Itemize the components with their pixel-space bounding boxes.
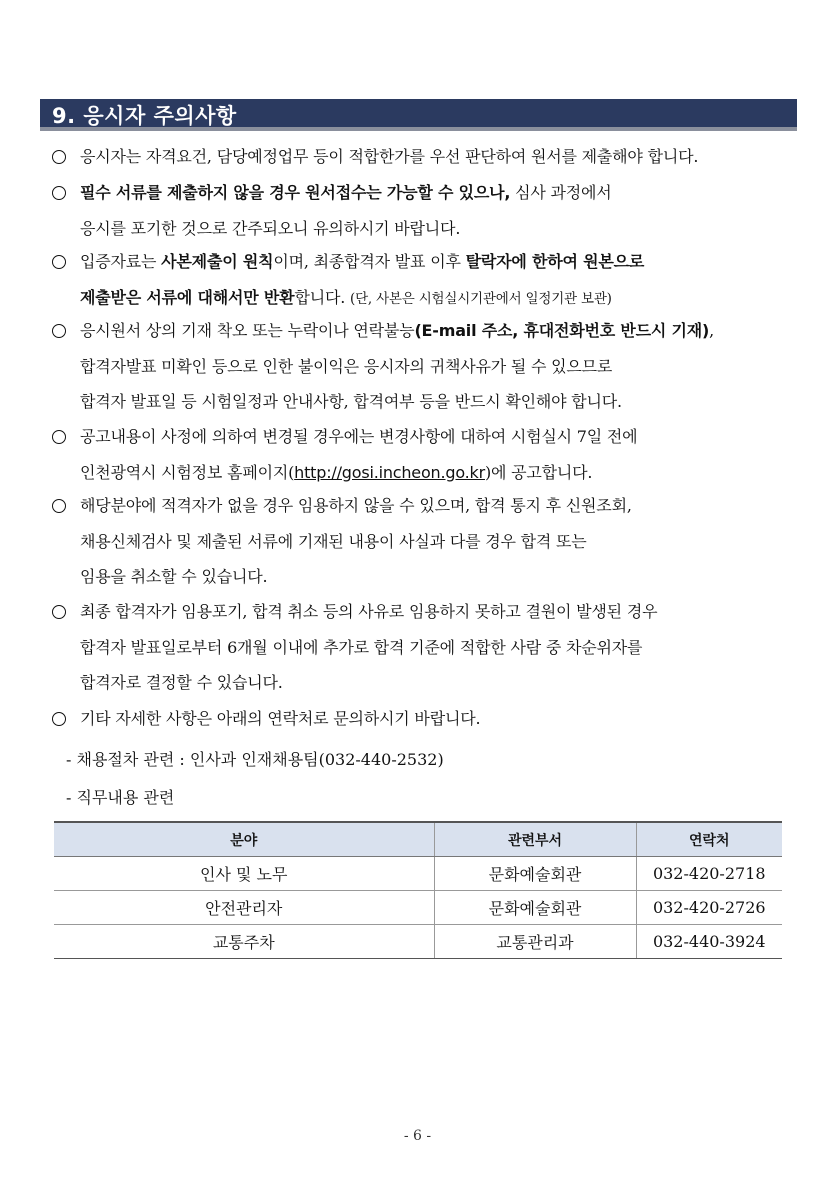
notice-text: 응시원서 상의 기재 착오 또는 누락이나 연락불능 xyxy=(80,321,415,340)
notice-line xyxy=(80,356,800,378)
notice-line xyxy=(80,672,800,694)
cell-phone: 032-420-2726 xyxy=(636,891,782,925)
notice-line xyxy=(80,566,800,588)
bullet-circle-icon xyxy=(52,324,66,338)
notice-line xyxy=(80,462,800,484)
notice-line xyxy=(80,426,800,448)
notice-text: (단, 사본은 시험실시기관에서 일정기관 보관) xyxy=(350,290,612,307)
notice-text: 합격자 발표일로부터 6개월 이내에 추가로 합격 기준에 적합한 사람 중 차순위자를 xyxy=(80,637,643,657)
page-number: - 6 - xyxy=(403,1128,432,1144)
notice-line xyxy=(80,251,800,273)
notice-text: 이며, 최종합격자 발표 이후 xyxy=(273,252,466,271)
notice-line xyxy=(80,495,800,517)
table-row xyxy=(54,891,782,925)
notice-text: 공고내용이 사정에 의하여 변경될 경우에는 변경사항에 대하여 시험실시 7일 전에 xyxy=(80,427,638,446)
notice-text: 입증자료는 xyxy=(80,252,162,271)
bullet-circle-icon xyxy=(52,430,66,444)
notice-text: 탈락자에 한하여 원본으로 xyxy=(465,252,645,271)
sub-item-duty: - 직무내용 관련 xyxy=(66,788,175,807)
cell-field: 안전관리자 xyxy=(54,891,434,925)
cell-department: 문화예술회관 xyxy=(434,857,636,891)
sub-item-procedure: - 채용절차 관련 : 인사과 인재채용팀(032-440-2532) xyxy=(66,750,444,769)
notice-line xyxy=(80,218,800,240)
notice-text: 심사 과정에서 xyxy=(510,183,612,202)
notice-text: 응시자는 자격요건, 담당예정업무 등이 적합한가를 우선 판단하여 원서를 제출해야 합니다. xyxy=(80,147,699,166)
bullet-circle-icon xyxy=(52,499,66,513)
bullet-circle-icon xyxy=(52,255,66,269)
section-heading xyxy=(40,99,797,131)
homepage-link[interactable]: http://gosi.incheon.go.kr xyxy=(294,462,485,482)
notice-text: 제출받은 서류에 대해서만 반환 xyxy=(80,287,295,307)
notice-text: )에 공고합니다. xyxy=(484,462,593,482)
cell-field: 교통주차 xyxy=(54,925,434,959)
notice-text: (E-mail 주소, 휴대전화번호 반드시 기재) xyxy=(414,321,710,340)
notice-text: 응시를 포기한 것으로 간주되오니 유의하시기 바랍니다. xyxy=(80,218,461,238)
notice-line xyxy=(80,320,800,342)
notice-text: 채용신체검사 및 제출된 서류에 기재된 내용이 사실과 다를 경우 합격 또는 xyxy=(80,531,587,551)
notice-text: 해당분야에 적격자가 없을 경우 임용하지 않을 수 있으며, 합격 통지 후 신원조회, xyxy=(80,496,632,515)
notice-line xyxy=(80,146,800,168)
cell-phone: 032-420-2718 xyxy=(636,857,782,891)
notice-line xyxy=(80,708,800,730)
notice-text: 기타 자세한 사항은 아래의 연락처로 문의하시기 바랍니다. xyxy=(80,709,481,728)
notice-text: 합격자로 결정할 수 있습니다. xyxy=(80,673,283,692)
notice-text: 합격자 발표일 등 시험일정과 안내사항, 합격여부 등을 반드시 확인해야 합니다. xyxy=(80,392,622,411)
notice-text: 합격자발표 미확인 등으로 인한 불이익은 응시자의 귀책사유가 될 수 있으므로 xyxy=(80,356,613,376)
notice-line xyxy=(80,391,800,413)
notice-text: 합니다. xyxy=(294,287,350,307)
notice-line xyxy=(80,287,800,310)
section-title: 9. 응시자 주의사항 xyxy=(52,104,237,128)
header-field: 분야 xyxy=(54,822,434,857)
notice-line xyxy=(80,637,800,659)
cell-department: 교통관리과 xyxy=(434,925,636,959)
notice-text: 인천광역시 시험정보 홈페이지( xyxy=(80,462,295,482)
notice-text: 사본제출이 원칙 xyxy=(161,252,274,271)
notice-text: , xyxy=(709,321,715,340)
notice-line xyxy=(80,531,800,553)
notice-line xyxy=(80,601,800,623)
bullet-circle-icon xyxy=(52,186,66,200)
bullet-circle-icon xyxy=(52,150,66,164)
cell-field: 인사 및 노무 xyxy=(54,857,434,891)
table-header-row xyxy=(54,822,782,857)
notice-text: 임용을 취소할 수 있습니다. xyxy=(80,567,268,586)
contact-table xyxy=(54,821,782,959)
notice-text: 필수 서류를 제출하지 않을 경우 원서접수는 가능할 수 있으나, xyxy=(80,183,511,202)
header-contact: 연락처 xyxy=(636,822,782,857)
notice-line xyxy=(80,182,800,204)
cell-phone: 032-440-3924 xyxy=(636,925,782,959)
cell-department: 문화예술회관 xyxy=(434,891,636,925)
bullet-circle-icon xyxy=(52,712,66,726)
header-department: 관련부서 xyxy=(434,822,636,857)
bullet-circle-icon xyxy=(52,605,66,619)
table-row xyxy=(54,925,782,959)
table-row xyxy=(54,857,782,891)
notice-text: 최종 합격자가 임용포기, 합격 취소 등의 사유로 임용하지 못하고 결원이 발생된 경우 xyxy=(80,602,658,621)
